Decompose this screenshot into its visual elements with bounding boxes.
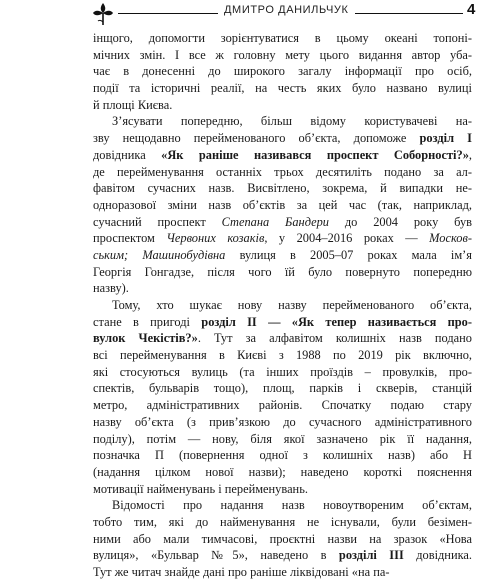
text-line: мічних змін. І все ж головну мету цього видання автор уба- — [93, 47, 472, 62]
text-line: ським; Машинобудівна вулиця в 2005–07 роках мала ім’я — [93, 247, 472, 262]
running-head: ДМИТРО ДАНИЛЬЧУК — [218, 4, 355, 16]
text-line: вулок Чекістів?». Тут за алфавітом колишніх назв подано — [93, 331, 473, 346]
text-line: зву нещодавно перейменованого об’єкта, допоможе розділ І — [93, 131, 472, 146]
text-line: метро, адміністративних районів. Спочатку подаю стару — [93, 398, 472, 413]
text-line: фавітом сучасних назв. Висвітлено, зокрема, й випадки не- — [93, 181, 472, 196]
bold-text: розділ ІІ — «Як тепер називається про- — [201, 314, 472, 329]
leaf-ornament-icon — [92, 2, 114, 26]
text-line: назву об’єкта (з прив’язкою до сучасного адміністративного — [93, 414, 472, 429]
text-line: сучасний проспект Степана Бандери до 2004 року був — [93, 214, 472, 229]
text-line: вулиця», «Бульвар №5», наведено в розділі ІІІ довідника. — [93, 548, 473, 563]
text-line: ними або мали тимчасові, проєктні назви на зразок «Нова — [93, 531, 472, 546]
text-line: проспектом Червоних козаків, у 2004–2016 роках — Москов- — [93, 231, 472, 246]
text-line: Тут же читач знайде дані про раніше ліквідовані «на па- — [93, 565, 390, 579]
text-line: З’ясувати попередню, більш відому користувачеві на- — [112, 114, 472, 129]
italic-text: Москов- — [429, 231, 472, 246]
text-line: де перейменування останніх трьох десятиліть подано за ал- — [93, 164, 472, 179]
text-line: поділу), потім — нову, біля якої зазначено рік її надання, — [93, 431, 472, 446]
bold-text: розділі ІІІ — [338, 548, 404, 563]
text-line: інщого, допомогти зорієнтуватися в цьому океані топоні- — [93, 31, 472, 45]
text-line: одноразової зміни назв об’єктів за цей час (так, наприклад, — [93, 197, 472, 212]
text-line: всі перейменування в Києві з 1988 по 2019 рік включно, — [93, 348, 472, 363]
text-line: події та історичні реалії, на честь яких було названо вулиці — [93, 81, 472, 96]
text-line: довідника «Як раніше називався проспект Соборності?», — [93, 147, 472, 162]
text-line: чає в донесенні до широкого загалу інформації про осіб, — [93, 64, 472, 79]
text-line: позначка П (повернення одної з колишніх назв) або Н — [93, 448, 472, 463]
body-text — [93, 30, 472, 581]
text-line: назву). — [93, 281, 129, 296]
text-line: тобто тим, які до найменування не існували, були безімен- — [93, 514, 472, 529]
italic-text: Червоних козаків — [166, 231, 265, 246]
bold-text: «Як раніше називався проспект Соборності?» — [161, 147, 469, 162]
text-line: які стосуються вулиць (та інших проїздів – провулків, про- — [93, 364, 472, 379]
text-line: спектів, бульварів тощо), площ, парків і скверів, станцій — [93, 381, 472, 396]
italic-text: ським; Машинобудівна — [93, 247, 226, 262]
paragraph — [93, 297, 472, 497]
italic-text: Степана Бандери — [221, 214, 330, 229]
text-line: Тому, хто шукає нову назву перейменованого об’єкта, — [112, 298, 472, 312]
paragraph — [93, 30, 472, 113]
bold-text: розділ І — [419, 131, 472, 146]
bold-text: вулок Чекістів?» — [93, 331, 198, 346]
text-line: Георгія Гонгадзе, після чого їй було повернуто попередню — [93, 264, 472, 279]
text-line: й площі Києва. — [93, 97, 173, 112]
text-line: (надання цілком нової назви); наведено короткі пояснення — [93, 464, 472, 479]
text-line: Відомості про надання назв новоутвореним об’єктам, — [112, 498, 472, 513]
text-line: стане в пригоді розділ ІІ — «Як тепер називається про- — [93, 314, 472, 329]
text-line: мотивації найменувань і перейменувань. — [93, 481, 308, 496]
page-number: 4 — [463, 1, 475, 18]
paragraph — [93, 113, 472, 297]
paragraph — [93, 497, 472, 580]
